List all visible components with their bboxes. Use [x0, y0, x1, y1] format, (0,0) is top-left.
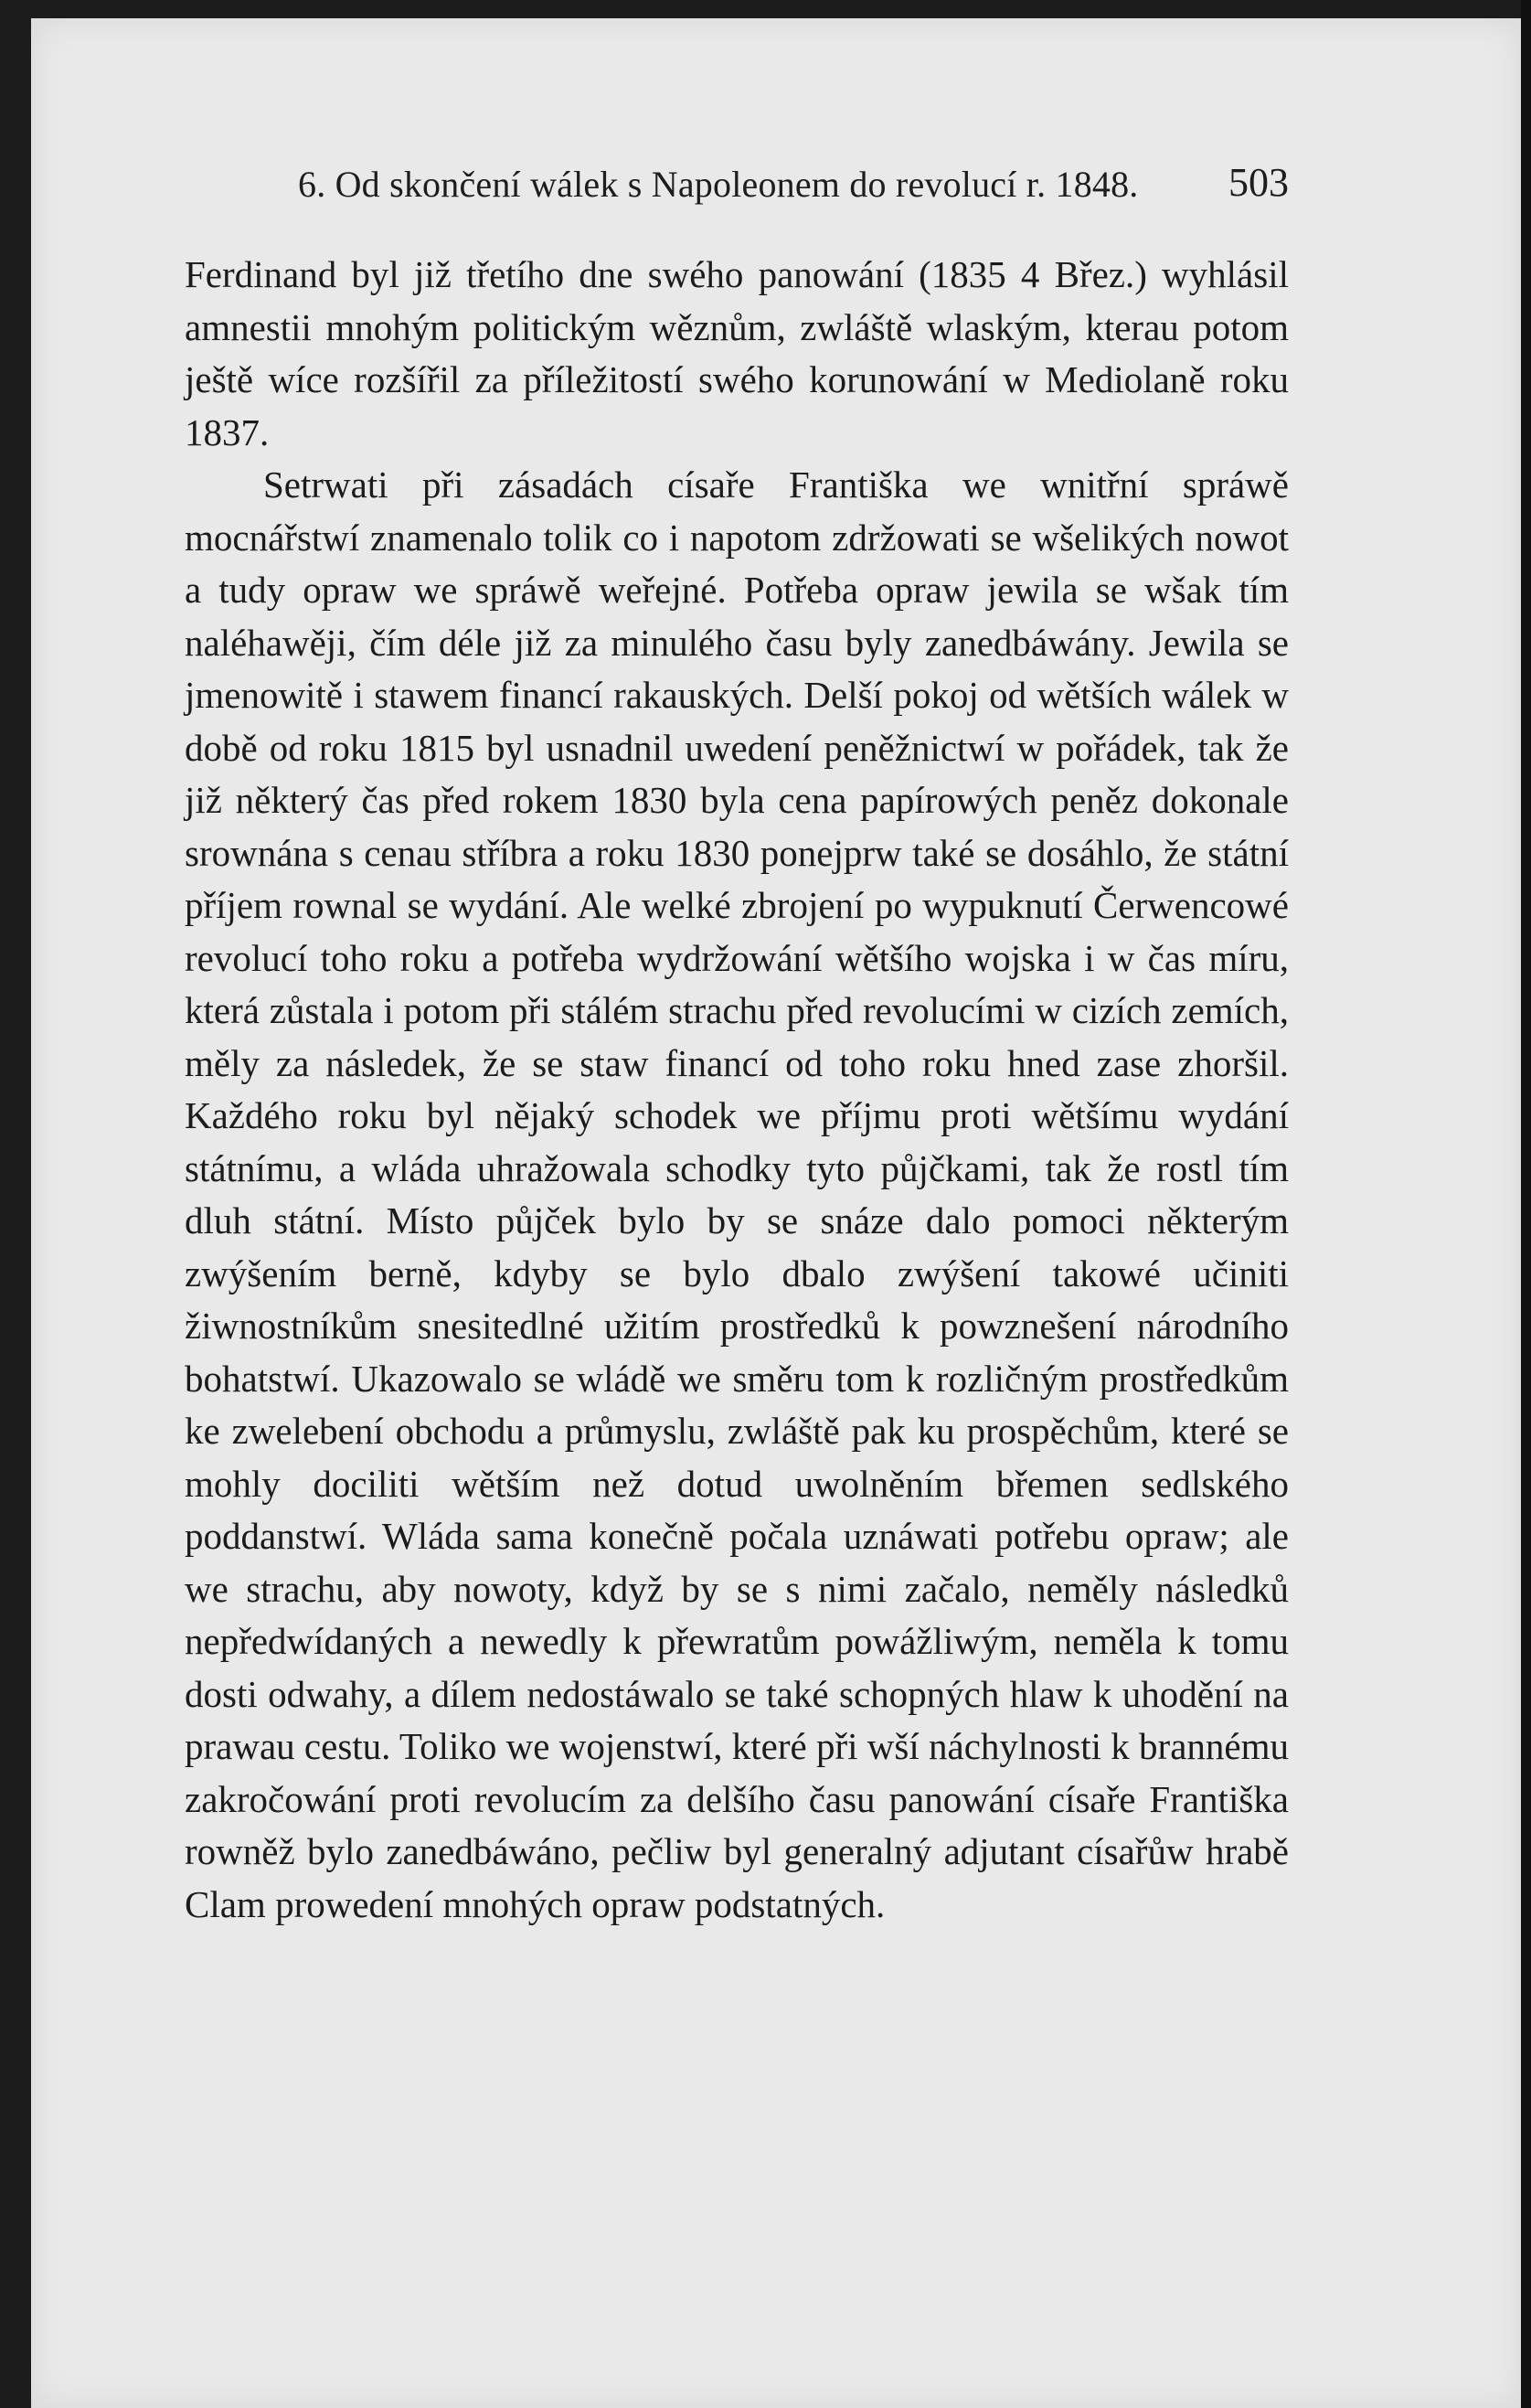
body-text: [185, 249, 1289, 1931]
paragraph-2: Setrwati při zásadách císaře Františka we wnitřní spráwě mocnářstwí znamenalo tolik co i napotom zdržowati se wšelikých nowot a tudy opraw we spráwě weřejné. Potřeba opraw jewila se wšak tím naléhawěji, čím déle již za minulého času byly zanedbáwány. Jewila se jmenowitě i stawem financí rakauských. Delší pokoj od wětších wálek w době od roku 1815 byl usnadnil uwedení peněžnictwí w pořádek, tak že již některý čas před rokem 1830 byla cena papírowých peněz dokonale srownána s cenau stříbra a roku 1830 ponejprw také se dosáhlo, že státní příjem rownal se wydání. Ale welké zbrojení po wypuknutí Čerwencowé revolucí toho roku a potřeba wydržowání wětšího wojska i w čas míru, která zůstala i potom při stálém strachu před revolucími w cizích zemích, měly za následek, že se staw financí od toho roku hned zase zhoršil. Každého roku byl nějaký schodek we příjmu proti wětšímu wydání státnímu, a wláda uhražowala schodky tyto půjčkami, tak že rostl tím dluh státní. Místo půjček bylo by se snáze dalo pomoci některým zwýšením berně, kdyby se bylo dbalo zwýšení takowé učiniti žiwnostníkům snesitedlné užitím prostředků k powznešení národního bohatstwí. Ukazowalo se wládě we směru tom k rozličným prostředkům ke zwelebení obchodu a průmyslu, zwláště pak ku prospěchům, které se mohly dociliti wětším než dotud uwolněním břemen sedlského poddanstwí. Wláda sama konečně počala uznáwati potřebu opraw; ale we strachu, aby nowoty, když by se s nimi začalo, neměly následků nepředwídaných a newedly k přewratům powážliwým, neměla k tomu dosti odwahy, a dílem nedostáwalo se také schopných hlaw k uhodění na prawau cestu. Toliko we wojenstwí, které při wší náchylnosti k brannému zakročowání proti revolucím za delšího času panowání císaře Františka rowněž bylo zanedbáwáno, pečliw byl generalný adjutant císařůw hrabě Clam prowedení mnohých opraw podstatných.: [185, 463, 1289, 1925]
paragraph-1: Ferdinand byl již třetího dne swého panowání (1835 4 Břez.) wyhlásil amnestii mnohým politickým wěznům, zwláště wlaským, kterau potom ještě wíce rozšířil za příležitostí swého korunowání w Mediolaně roku 1837.: [185, 253, 1289, 453]
running-head-title: 6. Od skončení wálek s Napoleonem do revolucí r. 1848.: [298, 164, 1139, 205]
running-header: [298, 154, 1289, 218]
page-edge-shadow: [1521, 0, 1531, 2408]
page-number: 503: [1228, 160, 1289, 205]
